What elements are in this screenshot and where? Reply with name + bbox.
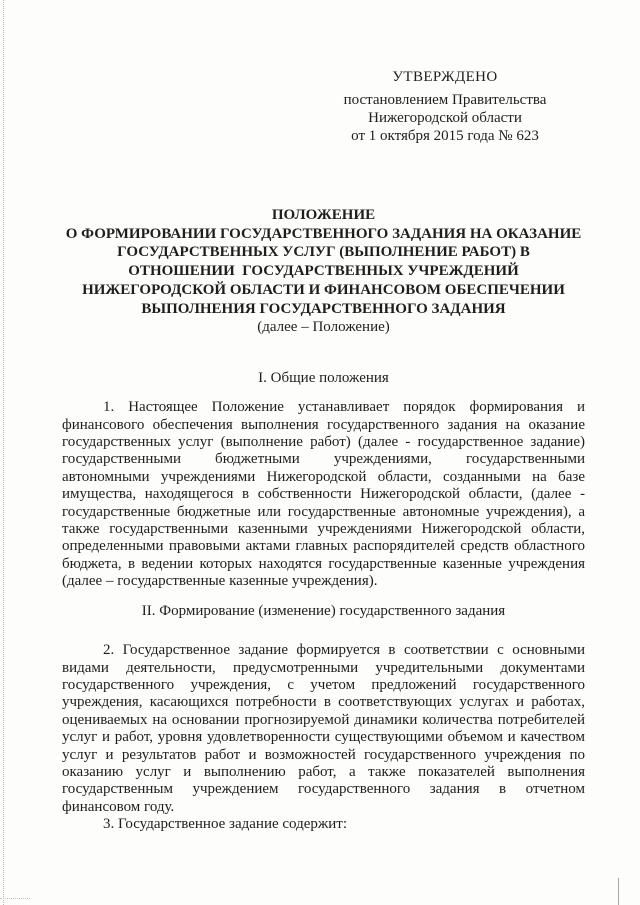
paragraph-line: также государственными казенными учреждениями Нижегородской области, (62, 521, 585, 538)
paragraph-line: государственным учреждением государственного задания в отчетном (62, 781, 585, 798)
section-heading-general: I. Общие положения (258, 370, 389, 386)
approval-line-date-number: от 1 октября 2015 года № 623 (351, 128, 539, 144)
paragraph-line: имущества, находящегося в собственности Нижегородской области, (далее - (62, 486, 585, 503)
paragraph-line: учреждения, касающихся потребности в соответствующих услугах и работах, (62, 694, 585, 711)
paragraph-line: государственного учреждения, с учетом предложений государственного (62, 677, 585, 694)
paragraph-line: автономными учреждениями Нижегородской области, созданными на базе (62, 468, 585, 485)
section-heading-formation: II. Формирование (изменение) государственного задания (141, 603, 506, 619)
paragraph-line: видами деятельности, предусмотренными учредительными документами (62, 659, 585, 676)
scan-mark-bottom (0, 898, 30, 899)
title-line: ГОСУДАРСТВЕННЫХ УСЛУГ (ВЫПОЛНЕНИЕ РАБОТ) В (117, 244, 530, 261)
title-line: ОТНОШЕНИИ ГОСУДАРСТВЕННЫХ УЧРЕЖДЕНИЙ (128, 263, 519, 280)
title-line: ВЫПОЛНЕНИЯ ГОСУДАРСТВЕННОГО ЗАДАНИЯ (141, 300, 506, 317)
paragraph-1 (62, 399, 585, 590)
document-title (62, 206, 585, 337)
paragraph-line: услуг и работ, уровня удовлетворенности существующими объемом и качеством (62, 729, 585, 746)
paragraph-line: оказанию услуг и выполнению работ, а также показателей выполнения (62, 764, 585, 781)
paragraph-2 (62, 642, 585, 833)
approval-line-region: Нижегородской области (368, 110, 522, 126)
paragraph-line: бюджета, в ведении которых находятся государственные казенные учреждения (62, 555, 585, 572)
approval-label: УТВЕРЖДЕНО (392, 69, 498, 85)
paragraph-line: финансовом году. (62, 798, 175, 815)
scan-edge-left (3, 0, 4, 905)
scan-edge-right (618, 878, 619, 905)
title-line: О ФОРМИРОВАНИИ ГОСУДАРСТВЕННОГО ЗАДАНИЯ НА ОКАЗАНИЕ (65, 225, 582, 242)
paragraph-line: финансового обеспечения выполнения государственного задания на оказание (62, 416, 585, 433)
paragraph-line: услуг и результатов работ и возможностей государственного учреждения по (62, 746, 585, 763)
paragraph-line: государственными бюджетными учреждениями, государственными (62, 451, 585, 468)
paragraph-line: оцениваемых на основании прогнозируемой динамики количества потребителей (62, 711, 585, 728)
title-heading: ПОЛОЖЕНИЕ (271, 207, 376, 223)
paragraph-line: 1. Настоящее Положение устанавливает порядок формирования и (103, 399, 585, 416)
approval-line-decree: постановлением Правительства (343, 92, 547, 108)
paragraph-line: определенными правовыми актами главных распорядителей средств областного (62, 538, 585, 555)
approval-block (335, 68, 555, 145)
paragraph-line: государственных услуг (выполнение работ) (далее - государственное задание) (62, 434, 585, 451)
paragraph-line: 2. Государственное задание формируется в соответствии с основными (103, 642, 585, 659)
paragraph-line: (далее – государственные казенные учреждения). (62, 573, 378, 590)
title-note: (далее – Положение) (257, 319, 390, 336)
paragraph-3-line: 3. Государственное задание содержит: (103, 816, 348, 833)
paragraph-line: государственные бюджетные или государственные автономные учреждения), а (62, 503, 585, 520)
title-line: НИЖЕГОРОДСКОЙ ОБЛАСТИ И ФИНАНСОВОМ ОБЕСПЕЧЕНИИ (82, 281, 565, 298)
